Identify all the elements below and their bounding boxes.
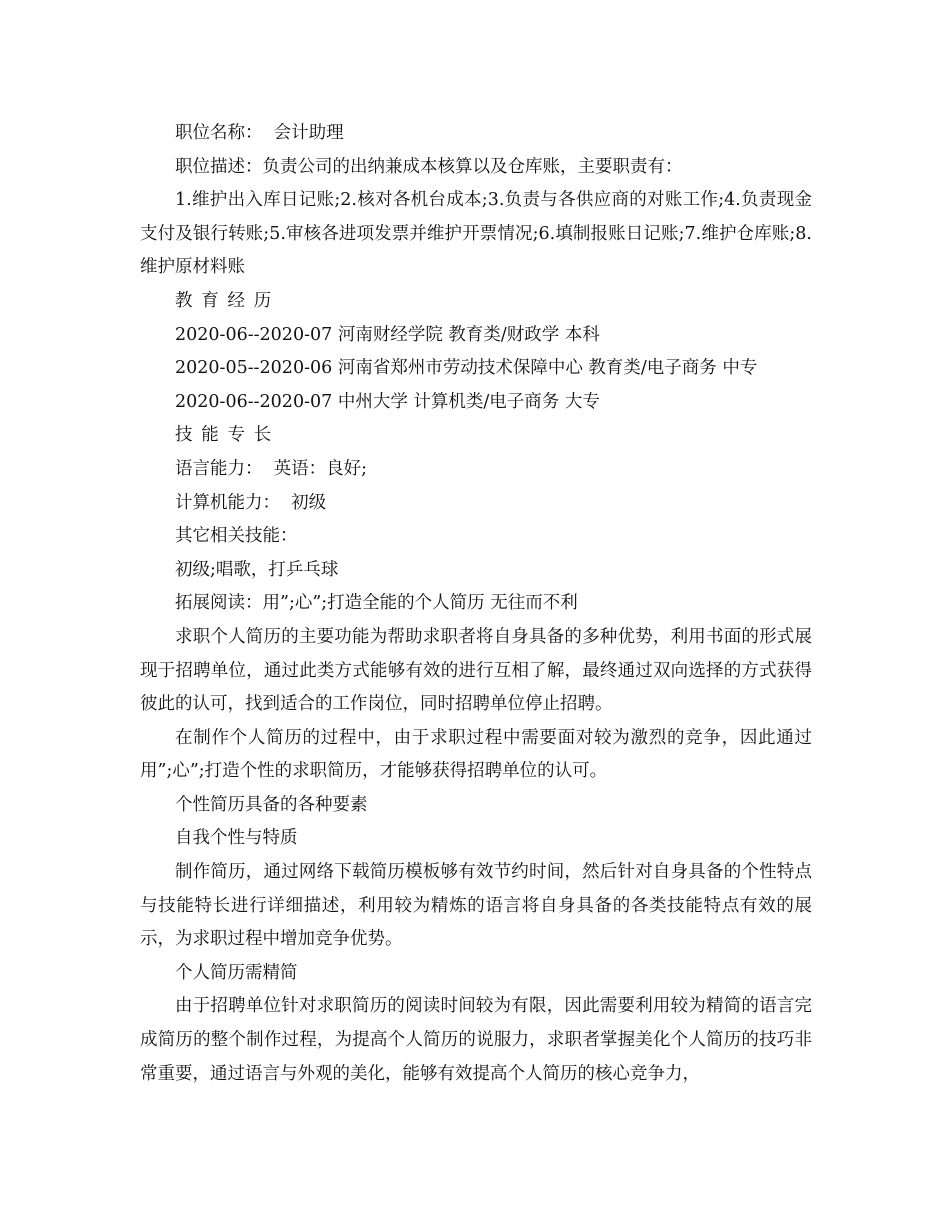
body-paragraph: 在制作个人简历的过程中，由于求职过程中需要面对较为激烈的竞争，因此通过用”;心”;打造个性的求职简历，才能够获得招聘单位的认可。 <box>140 727 812 782</box>
body-paragraph: 由于招聘单位针对求职简历的阅读时间较为有限，因此需要利用较为精简的语言完成简历的整个制作过程，为提高个人简历的说服力，求职者掌握美化个人简历的技巧非常重要，通过语言与外观的美化，能够有效提高个人简历的核心竞争力， <box>140 996 812 1084</box>
duties-paragraph: 1.维护出入库日记账;2.核对各机台成本;3.负责与各供应商的对账工作;4.负责现金支付及银行转账;5.审核各进项发票并维护开票情况;6.填制报账日记账;7.维护仓库账;8.维护原材料账 <box>140 190 812 278</box>
job-description-line: 职位描述：负责公司的出纳兼成本核算以及仓库账，主要职责有： <box>175 156 683 177</box>
body-paragraph: 制作简历，通过网络下载简历模板够有效节约时间，然后针对自身具备的个性特点与技能特长进行详细描述，利用较为精炼的语言将自身具备的各类技能特点有效的展示，为求职过程中增加竞争优势。 <box>140 862 812 950</box>
education-heading: 教育经历 <box>175 290 280 311</box>
education-entry: 2020-06--2020-07 中州大学 计算机类/电子商务 大专 <box>175 391 600 412</box>
job-title-line: 职位名称： 会计助理 <box>175 123 344 143</box>
section-subheading: 个人简历需精简 <box>175 962 298 983</box>
other-skills-value: 初级;唱歌，打乒乓球 <box>175 559 339 580</box>
computer-skill-line: 计算机能力： 初级 <box>175 492 327 513</box>
language-skill-line: 语言能力： 英语：良好; <box>175 458 368 479</box>
education-entry: 2020-06--2020-07 河南财经学院 教育类/财政学 本科 <box>175 324 600 345</box>
document-page <box>140 117 812 1091</box>
extended-reading-title: 拓展阅读：用”;心”;打造全能的个人简历 无往而不利 <box>175 593 578 614</box>
other-skills-label: 其它相关技能： <box>175 526 298 547</box>
education-entry: 2020-05--2020-06 河南省郑州市劳动技术保障中心 教育类/电子商务 中专 <box>175 358 758 379</box>
section-subheading: 个性简历具备的各种要素 <box>175 794 368 815</box>
section-subheading: 自我个性与特质 <box>175 828 298 849</box>
body-paragraph: 求职个人简历的主要功能为帮助求职者将自身具备的多种优势，利用书面的形式展现于招聘单位，通过此类方式能够有效的进行互相了解，最终通过双向选择的方式获得彼此的认可，找到适合的工作岗位，同时招聘单位停止招聘。 <box>140 626 812 715</box>
skills-heading: 技能专长 <box>175 425 280 446</box>
